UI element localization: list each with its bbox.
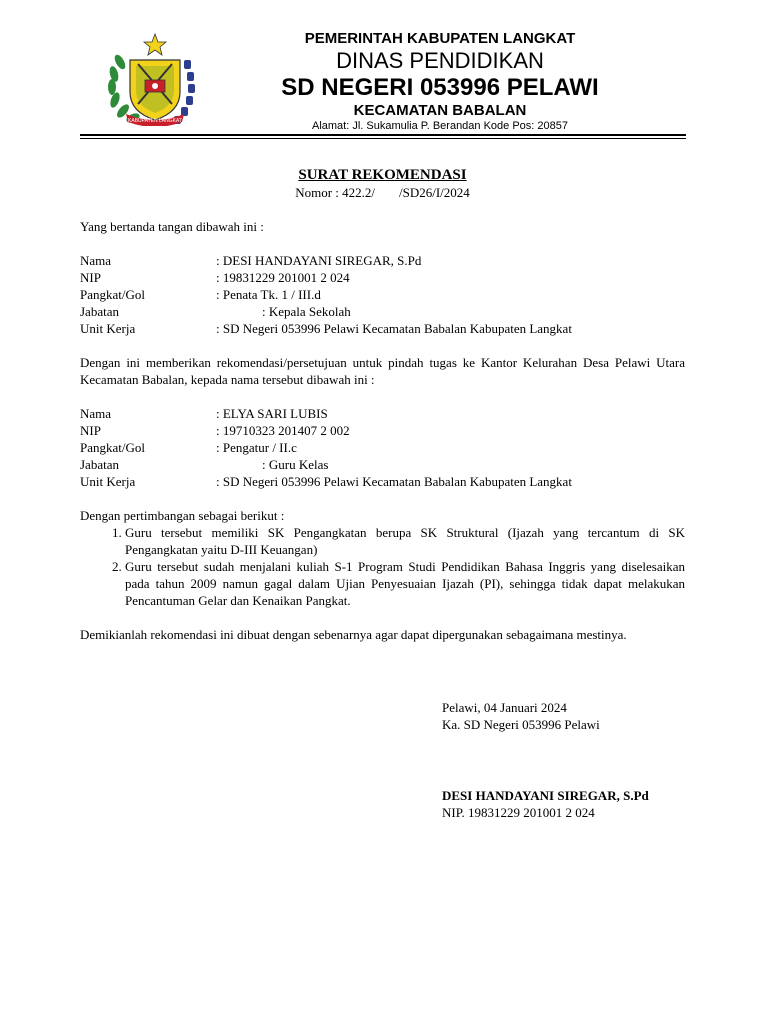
letterhead-rule-thick [80,134,686,136]
subject-field-row [80,473,685,490]
field-value: : SD Negeri 053996 Pelawi Kecamatan Babalan Kabupaten Langkat [216,474,572,489]
field-label: Nama [80,406,112,421]
emblem-ribbon-text: KABUPATEN LANGKAT [128,118,182,124]
field-label: Nama [80,253,112,268]
subject-field-row [80,439,685,456]
letter-number [80,184,685,201]
subject-fields [80,405,685,490]
field-value: : 19831229 201001 2 024 [216,270,350,285]
field-label: Pangkat/Gol [80,440,145,455]
recommendation-paragraph: Dengan ini memberikan rekomendasi/persetujuan untuk pindah tugas ke Kantor Kelurahan Desa Pelawi Utara Kecamatan Babalan, kepada nama tersebut dibawah ini : [80,355,685,387]
field-label: Jabatan [80,457,119,472]
signer-fields [80,252,685,337]
signature-place-date: Pelawi, 04 Januari 2024 [442,700,567,715]
subject-field-row [80,405,685,422]
letterhead-address: Alamat: Jl. Sukamulia P. Berandan Kode Pos: 20857 [311,120,568,132]
signature-position: Ka. SD Negeri 053996 Pelawi [442,717,600,732]
field-label: NIP [80,270,101,285]
signer-field-row [80,320,685,337]
letterhead-rule-thin [80,138,686,139]
signature-name: DESI HANDAYANI SIREGAR, S.Pd [442,788,649,803]
field-value: : Penata Tk. 1 / III.d [216,287,321,302]
field-value: : SD Negeri 053996 Pelawi Kecamatan Babalan Kabupaten Langkat [216,321,572,336]
field-value: : Pengatur / II.c [216,440,297,455]
field-label: Pangkat/Gol [80,287,145,302]
considerations-list [80,524,685,609]
letter-number-suffix: /SD26/I/2024 [399,185,470,200]
signer-field-row [80,252,685,269]
field-value: : DESI HANDAYANI SIREGAR, S.Pd [216,253,422,268]
field-value: : 19710323 201407 2 002 [216,423,350,438]
letter-body [80,166,685,643]
kabupaten-langkat-emblem-icon [98,30,212,126]
field-label: Jabatan [80,304,119,319]
letterhead [230,30,650,133]
letterhead-government: PEMERINTAH KABUPATEN LANGKAT [304,30,576,47]
considerations-intro: Dengan pertimbangan sebagai berikut : [80,508,285,523]
field-value: : ELYA SARI LUBIS [216,406,328,421]
field-label: Unit Kerja [80,474,136,489]
letterhead-school: SD NEGERI 053996 PELAWI [281,74,599,101]
signer-field-row [80,303,685,320]
signer-field-row [80,269,685,286]
field-label: Unit Kerja [80,321,136,336]
letterhead-district: KECAMATAN BABALAN [353,102,527,119]
closing-paragraph: Demikianlah rekomendasi ini dibuat dengan sebenarnya agar dapat dipergunakan sebagaimana mestinya. [80,627,627,642]
letter-number-prefix: Nomor : 422.2/ [295,185,375,200]
signer-field-row [80,286,685,303]
signature-nip: NIP. 19831229 201001 2 024 [442,805,595,820]
field-value: : Kepala Sekolah [262,304,351,319]
subject-field-row [80,456,685,473]
letter-title: SURAT REKOMENDASI [298,167,467,183]
list-item: 2. Guru tersebut sudah menjalani kuliah S-1 Program Studi Pendidikan Bahasa Inggris yang diselesaikan pada tahun 2009 namun gagal dalam Ujian Penyesuaian Ijazah (PI), sehingga tidak dapat melakukan Pencantuman Gelar dan Kenaikan Pangkat. [125,558,685,609]
subject-field-row [80,422,685,439]
field-label: NIP [80,423,101,438]
field-value: : Guru Kelas [262,457,329,472]
intro-text: Yang bertanda tangan dibawah ini : [80,219,264,234]
letterhead-agency: DINAS PENDIDIKAN [336,48,544,73]
list-item: 1. Guru tersebut memiliki SK Pengangkatan berupa SK Struktural (Ijazah yang tercantum di SK Pengangkatan yaitu D-III Keuangan) [125,524,685,558]
